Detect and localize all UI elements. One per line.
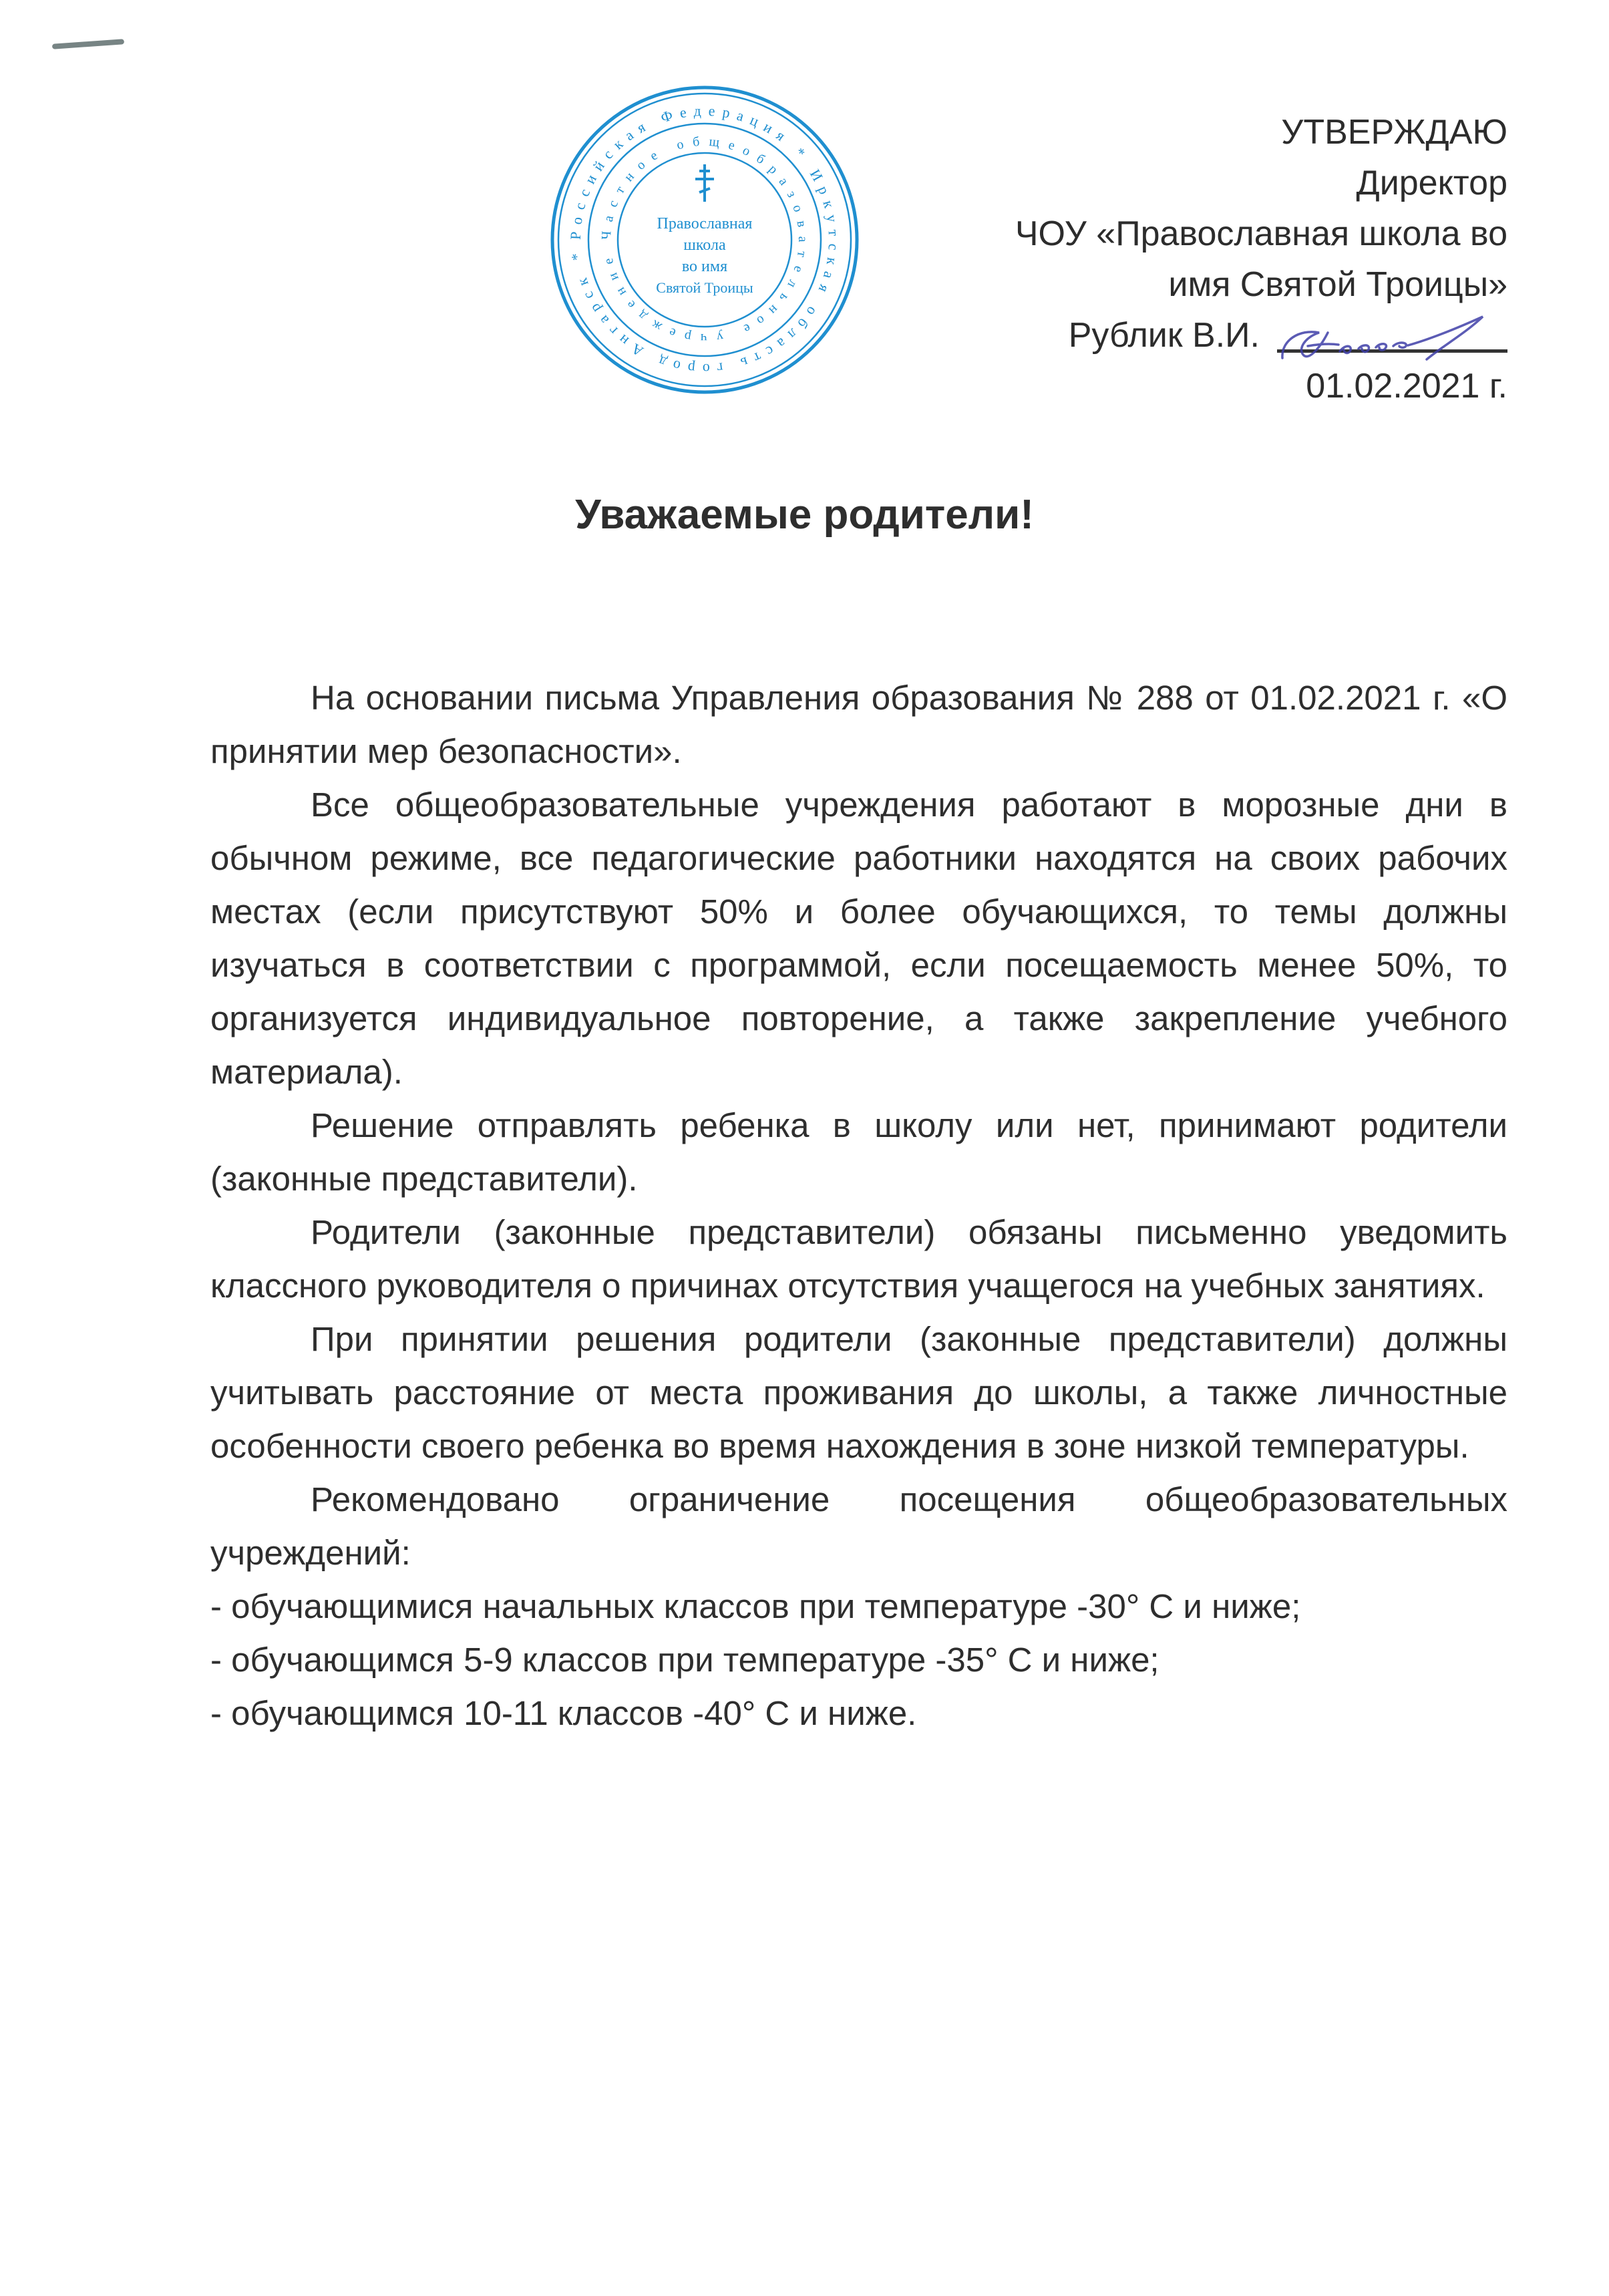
orthodox-cross-icon: [695, 164, 714, 202]
approval-position: Директор: [1356, 164, 1507, 202]
stamp-center-line1: Православная: [657, 215, 753, 232]
page-title: Уважаемые родители!: [575, 492, 1034, 538]
paragraph-basis: На основании письма Управления образования № 288 от 01.02.2021 г. «О принятии мер безопасности».: [210, 679, 1507, 770]
approval-heading: УТВЕРЖДАЮ: [1281, 113, 1507, 152]
paragraph-schools-operate: Все общеобразовательные учреждения работают в морозные дни в обычном режиме, все педагогические работники находятся на своих рабочих местах (если присутствуют 50% и более обучающихся, то темы должны изучаться в соответствии с программой, если посещаемость менее 50%, то организуется индивидуальное повторение, а также закрепление учебного материала).: [210, 786, 1507, 1091]
stamp-outer-text: Российская Федерация * Иркутская область город Ангарск *: [566, 102, 843, 378]
list-item-grades-5-9: - обучающимся 5-9 классов при температуре -35° С и ниже;: [210, 1641, 1159, 1679]
paragraph-recommendation: Рекомендовано ограничение посещения общеобразовательных учреждений:: [210, 1480, 1507, 1572]
handwritten-signature: [1269, 314, 1496, 361]
approval-org-line2: имя Святой Троицы»: [1168, 265, 1507, 304]
stamp-center-line4: Святой Троицы: [656, 279, 753, 296]
paragraph-notify-teacher: Родители (законные представители) обязаны письменно уведомить классного руководителя о причинах отсутствия учащегося на учебных занятиях.: [210, 1213, 1507, 1305]
letter-body: [210, 671, 1507, 1740]
approval-org-line1: ЧОУ «Православная школа во: [1015, 214, 1507, 253]
stamp-center-line2: школа: [683, 236, 726, 254]
school-stamp: [548, 83, 862, 397]
paragraph-consider-distance: При принятии решения родители (законные представители) должны учитывать расстояние от места проживания до школы, а также личностные особенности своего ребенка во время нахождения в зоне низкой температуры.: [210, 1320, 1507, 1465]
list-item-grades-10-11: - обучающимся 10-11 классов -40° С и ниже.: [210, 1694, 917, 1732]
approval-signatory: Рублик В.И.: [1068, 316, 1260, 355]
stamp-inner-text: Частное общеобразовательное учреждение: [598, 134, 811, 346]
stamp-center-line3: во имя: [681, 258, 728, 275]
scan-artifact-mark: [52, 39, 124, 49]
approval-date: 01.02.2021 г.: [1306, 367, 1507, 405]
approval-block: [1015, 107, 1507, 412]
paragraph-parents-decide: Решение отправлять ребенка в школу или нет, принимают родители (законные представители).: [210, 1106, 1507, 1198]
list-item-primary-grades: - обучающимися начальных классов при температуре -30° С и ниже;: [210, 1587, 1301, 1625]
